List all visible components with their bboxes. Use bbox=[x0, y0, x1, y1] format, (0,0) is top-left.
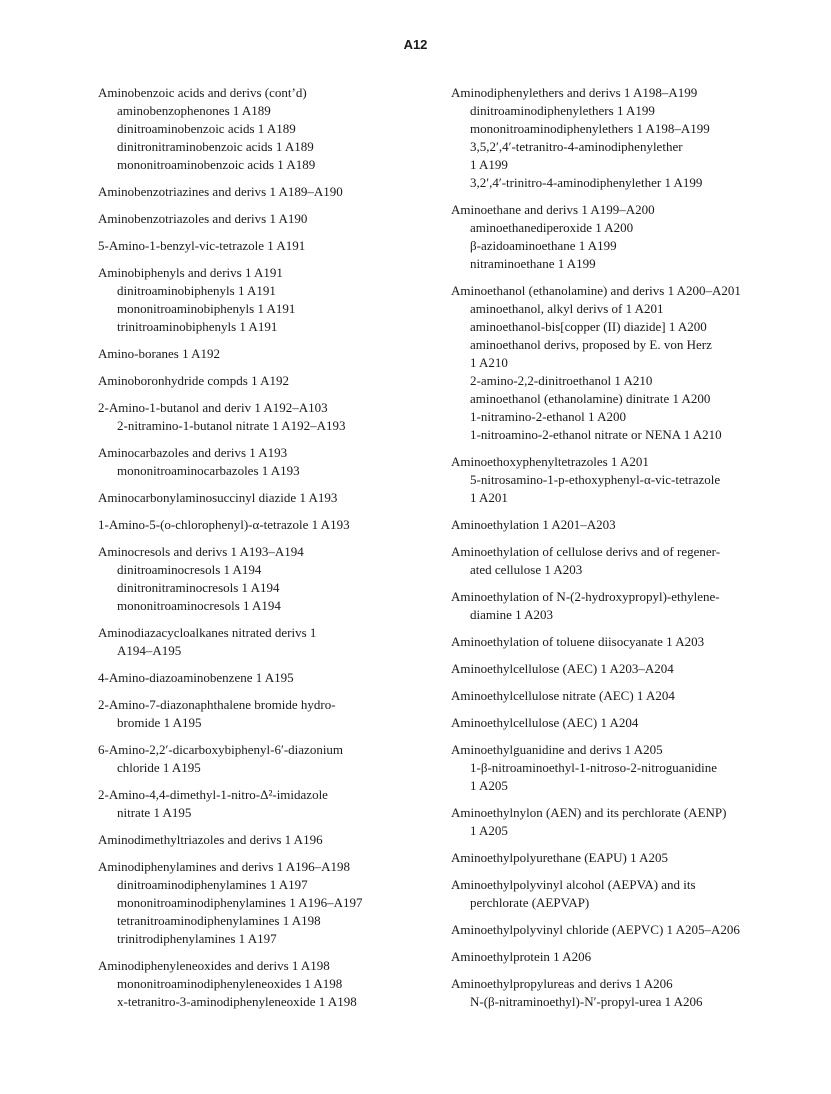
index-subentry: 2-amino-2,2-dinitroethanol 1 A210 bbox=[470, 373, 653, 388]
index-subentry: ated cellulose 1 A203 bbox=[470, 562, 583, 577]
index-entry bbox=[451, 633, 811, 651]
index-heading: 6-Amino-2,2′-dicarboxybiphenyl-6′-diazonium bbox=[98, 742, 344, 757]
index-entry bbox=[451, 282, 811, 444]
index-heading: Aminoethane and derivs 1 A199–A200 bbox=[451, 202, 655, 217]
index-subentry: 1 A205 bbox=[470, 823, 508, 838]
index-heading: Aminocarbonylaminosuccinyl diazide 1 A193 bbox=[98, 490, 338, 505]
index-subentry: 2-nitramino-1-butanol nitrate 1 A192–A193 bbox=[117, 418, 346, 433]
index-subentry: dinitronitraminobenzoic acids 1 A189 bbox=[117, 139, 314, 154]
index-entry bbox=[451, 975, 811, 1011]
index-subentry: 1 A201 bbox=[470, 490, 508, 505]
index-subentry: A194–A195 bbox=[117, 643, 182, 658]
index-entry bbox=[98, 183, 428, 201]
index-subentry: aminoethanol, alkyl derivs of 1 A201 bbox=[470, 301, 664, 316]
index-entry bbox=[98, 444, 428, 480]
index-subentry: mononitroaminobenzoic acids 1 A189 bbox=[117, 157, 316, 172]
index-heading: Aminoethylpropylureas and derivs 1 A206 bbox=[451, 976, 673, 991]
index-heading: Aminodiphenyleneoxides and derivs 1 A198 bbox=[98, 958, 330, 973]
index-subentry: aminobenzophenones 1 A189 bbox=[117, 103, 271, 118]
index-subentry: mononitroaminobiphenyls 1 A191 bbox=[117, 301, 296, 316]
index-subentry: 1 A210 bbox=[470, 355, 508, 370]
index-entry bbox=[451, 948, 811, 966]
index-heading: Aminocresols and derivs 1 A193–A194 bbox=[98, 544, 304, 559]
index-subentry: 1-nitramino-2-ethanol 1 A200 bbox=[470, 409, 626, 424]
index-heading: Aminoethylation of toluene diisocyanate 1 A203 bbox=[451, 634, 705, 649]
index-entry bbox=[451, 741, 811, 795]
index-subentry: mononitroaminodiphenylethers 1 A198–A199 bbox=[470, 121, 710, 136]
index-entry bbox=[451, 804, 811, 840]
index-subentry: mononitroaminocresols 1 A194 bbox=[117, 598, 281, 613]
index-subentry: mononitroaminodiphenyleneoxides 1 A198 bbox=[117, 976, 343, 991]
index-subentry: aminoethanol (ethanolamine) dinitrate 1 A200 bbox=[470, 391, 711, 406]
index-heading: Aminoethylpolyvinyl alcohol (AEPVA) and its bbox=[451, 877, 696, 892]
index-entry bbox=[451, 687, 811, 705]
index-heading: Aminoethylprotein 1 A206 bbox=[451, 949, 592, 964]
index-entry bbox=[451, 201, 811, 273]
index-heading: Aminobenzotriazoles and derivs 1 A190 bbox=[98, 211, 308, 226]
index-entry bbox=[98, 543, 428, 615]
index-entry bbox=[98, 516, 428, 534]
index-heading: 2-Amino-4,4-dimethyl-1-nitro-Δ²-imidazole bbox=[98, 787, 328, 802]
index-subentry: 3,2′,4′-trinitro-4-aminodiphenylether 1 A199 bbox=[470, 175, 703, 190]
index-entry bbox=[451, 849, 811, 867]
index-heading: Aminoethylcellulose (AEC) 1 A204 bbox=[451, 715, 639, 730]
index-heading: Aminodiphenylethers and derivs 1 A198–A199 bbox=[451, 85, 698, 100]
index-entry bbox=[451, 876, 811, 912]
index-heading: Amino-boranes 1 A192 bbox=[98, 346, 221, 361]
index-subentry: β-azidoaminoethane 1 A199 bbox=[470, 238, 617, 253]
index-subentry: dinitroaminobenzoic acids 1 A189 bbox=[117, 121, 296, 136]
index-heading: Aminodiazacycloalkanes nitrated derivs 1 bbox=[98, 625, 317, 640]
index-heading: Aminoethylcellulose nitrate (AEC) 1 A204 bbox=[451, 688, 675, 703]
index-heading: Aminoethylation 1 A201–A203 bbox=[451, 517, 616, 532]
index-subentry: 1-nitroamino-2-ethanol nitrate or NENA 1 A210 bbox=[470, 427, 722, 442]
index-subentry: trinitrodiphenylamines 1 A197 bbox=[117, 931, 277, 946]
index-entry bbox=[451, 516, 811, 534]
index-subentry: chloride 1 A195 bbox=[117, 760, 201, 775]
index-entry bbox=[98, 741, 428, 777]
index-heading: 1-Amino-5-(o-chlorophenyl)-α-tetrazole 1 A193 bbox=[98, 517, 350, 532]
index-subentry: diamine 1 A203 bbox=[470, 607, 554, 622]
index-subentry: 1-β-nitroaminoethyl-1-nitroso-2-nitroguanidine bbox=[470, 760, 718, 775]
index-entry bbox=[451, 660, 811, 678]
index-heading: Aminoboronhydride compds 1 A192 bbox=[98, 373, 290, 388]
index-subentry: 1 A205 bbox=[470, 778, 508, 793]
index-subentry: perchlorate (AEPVAP) bbox=[470, 895, 590, 910]
index-subentry: dinitroaminocresols 1 A194 bbox=[117, 562, 262, 577]
index-heading: Aminoethylpolyvinyl chloride (AEPVC) 1 A205–A206 bbox=[451, 922, 740, 937]
index-subentry: aminoethanediperoxide 1 A200 bbox=[470, 220, 634, 235]
index-entry bbox=[98, 786, 428, 822]
index-subentry: dinitronitraminocresols 1 A194 bbox=[117, 580, 280, 595]
index-heading: 4-Amino-diazoaminobenzene 1 A195 bbox=[98, 670, 294, 685]
index-column-left bbox=[98, 84, 428, 1020]
index-entry bbox=[98, 372, 428, 390]
index-subentry: nitraminoethane 1 A199 bbox=[470, 256, 596, 271]
index-heading: Aminobiphenyls and derivs 1 A191 bbox=[98, 265, 283, 280]
index-entry bbox=[451, 543, 811, 579]
index-subentry: mononitroaminocarbazoles 1 A193 bbox=[117, 463, 300, 478]
index-subentry: 5-nitrosamino-1-p-ethoxyphenyl-α-vic-tetrazole bbox=[470, 472, 721, 487]
index-entry bbox=[451, 714, 811, 732]
index-entry bbox=[98, 489, 428, 507]
index-heading: Aminoethylation of N-(2-hydroxypropyl)-ethylene- bbox=[451, 589, 720, 604]
index-entry bbox=[98, 399, 428, 435]
index-entry bbox=[98, 237, 428, 255]
index-heading: Aminoethylation of cellulose derivs and of regener- bbox=[451, 544, 721, 559]
page-header: A12 bbox=[403, 37, 428, 52]
index-subentry: tetranitroaminodiphenylamines 1 A198 bbox=[117, 913, 321, 928]
index-entry bbox=[98, 345, 428, 363]
index-heading: Aminocarbazoles and derivs 1 A193 bbox=[98, 445, 288, 460]
index-heading: Aminoethanol (ethanolamine) and derivs 1 A200–A201 bbox=[451, 283, 741, 298]
index-heading: 2-Amino-7-diazonaphthalene bromide hydro- bbox=[98, 697, 336, 712]
index-subentry: mononitroaminodiphenylamines 1 A196–A197 bbox=[117, 895, 363, 910]
index-heading: Aminoethylcellulose (AEC) 1 A203–A204 bbox=[451, 661, 674, 676]
index-subentry: bromide 1 A195 bbox=[117, 715, 202, 730]
index-heading: 5-Amino-1-benzyl-vic-tetrazole 1 A191 bbox=[98, 238, 306, 253]
index-entry bbox=[98, 957, 428, 1011]
index-entry bbox=[451, 921, 811, 939]
index-subentry: trinitroaminobiphenyls 1 A191 bbox=[117, 319, 278, 334]
index-heading: Aminoethylnylon (AEN) and its perchlorate (AENP) bbox=[451, 805, 727, 820]
index-heading: Aminodimethyltriazoles and derivs 1 A196 bbox=[98, 832, 323, 847]
index-subentry: dinitroaminobiphenyls 1 A191 bbox=[117, 283, 276, 298]
index-heading: Aminoethylguanidine and derivs 1 A205 bbox=[451, 742, 663, 757]
index-entry bbox=[451, 453, 811, 507]
index-entry bbox=[98, 624, 428, 660]
index-subentry: x-tetranitro-3-aminodiphenyleneoxide 1 A198 bbox=[117, 994, 357, 1009]
index-entry bbox=[98, 84, 428, 174]
index-column-right bbox=[451, 84, 811, 1020]
index-heading: Aminobenzoic acids and derivs (cont’d) bbox=[98, 85, 307, 100]
index-subentry: 3,5,2′,4′-tetranitro-4-aminodiphenylether bbox=[470, 139, 683, 154]
index-entry bbox=[451, 588, 811, 624]
index-heading: 2-Amino-1-butanol and deriv 1 A192–A103 bbox=[98, 400, 328, 415]
index-heading: Aminodiphenylamines and derivs 1 A196–A198 bbox=[98, 859, 351, 874]
index-subentry: dinitroaminodiphenylamines 1 A197 bbox=[117, 877, 308, 892]
index-entry bbox=[98, 696, 428, 732]
index-heading: Aminobenzotriazines and derivs 1 A189–A190 bbox=[98, 184, 343, 199]
index-subentry: dinitroaminodiphenylethers 1 A199 bbox=[470, 103, 655, 118]
index-subentry: aminoethanol-bis[copper (II) diazide] 1 A200 bbox=[470, 319, 707, 334]
index-entry bbox=[98, 858, 428, 948]
index-entry bbox=[451, 84, 811, 192]
index-heading: Aminoethoxyphenyltetrazoles 1 A201 bbox=[451, 454, 649, 469]
index-subentry: aminoethanol derivs, proposed by E. von Herz bbox=[470, 337, 712, 352]
index-entry bbox=[98, 264, 428, 336]
index-heading: Aminoethylpolyurethane (EAPU) 1 A205 bbox=[451, 850, 668, 865]
index-entry bbox=[98, 210, 428, 228]
index-entry bbox=[98, 831, 428, 849]
index-subentry: 1 A199 bbox=[470, 157, 508, 172]
index-subentry: nitrate 1 A195 bbox=[117, 805, 192, 820]
index-entry bbox=[98, 669, 428, 687]
index-subentry: N-(β-nitraminoethyl)-N′-propyl-urea 1 A206 bbox=[470, 994, 703, 1009]
